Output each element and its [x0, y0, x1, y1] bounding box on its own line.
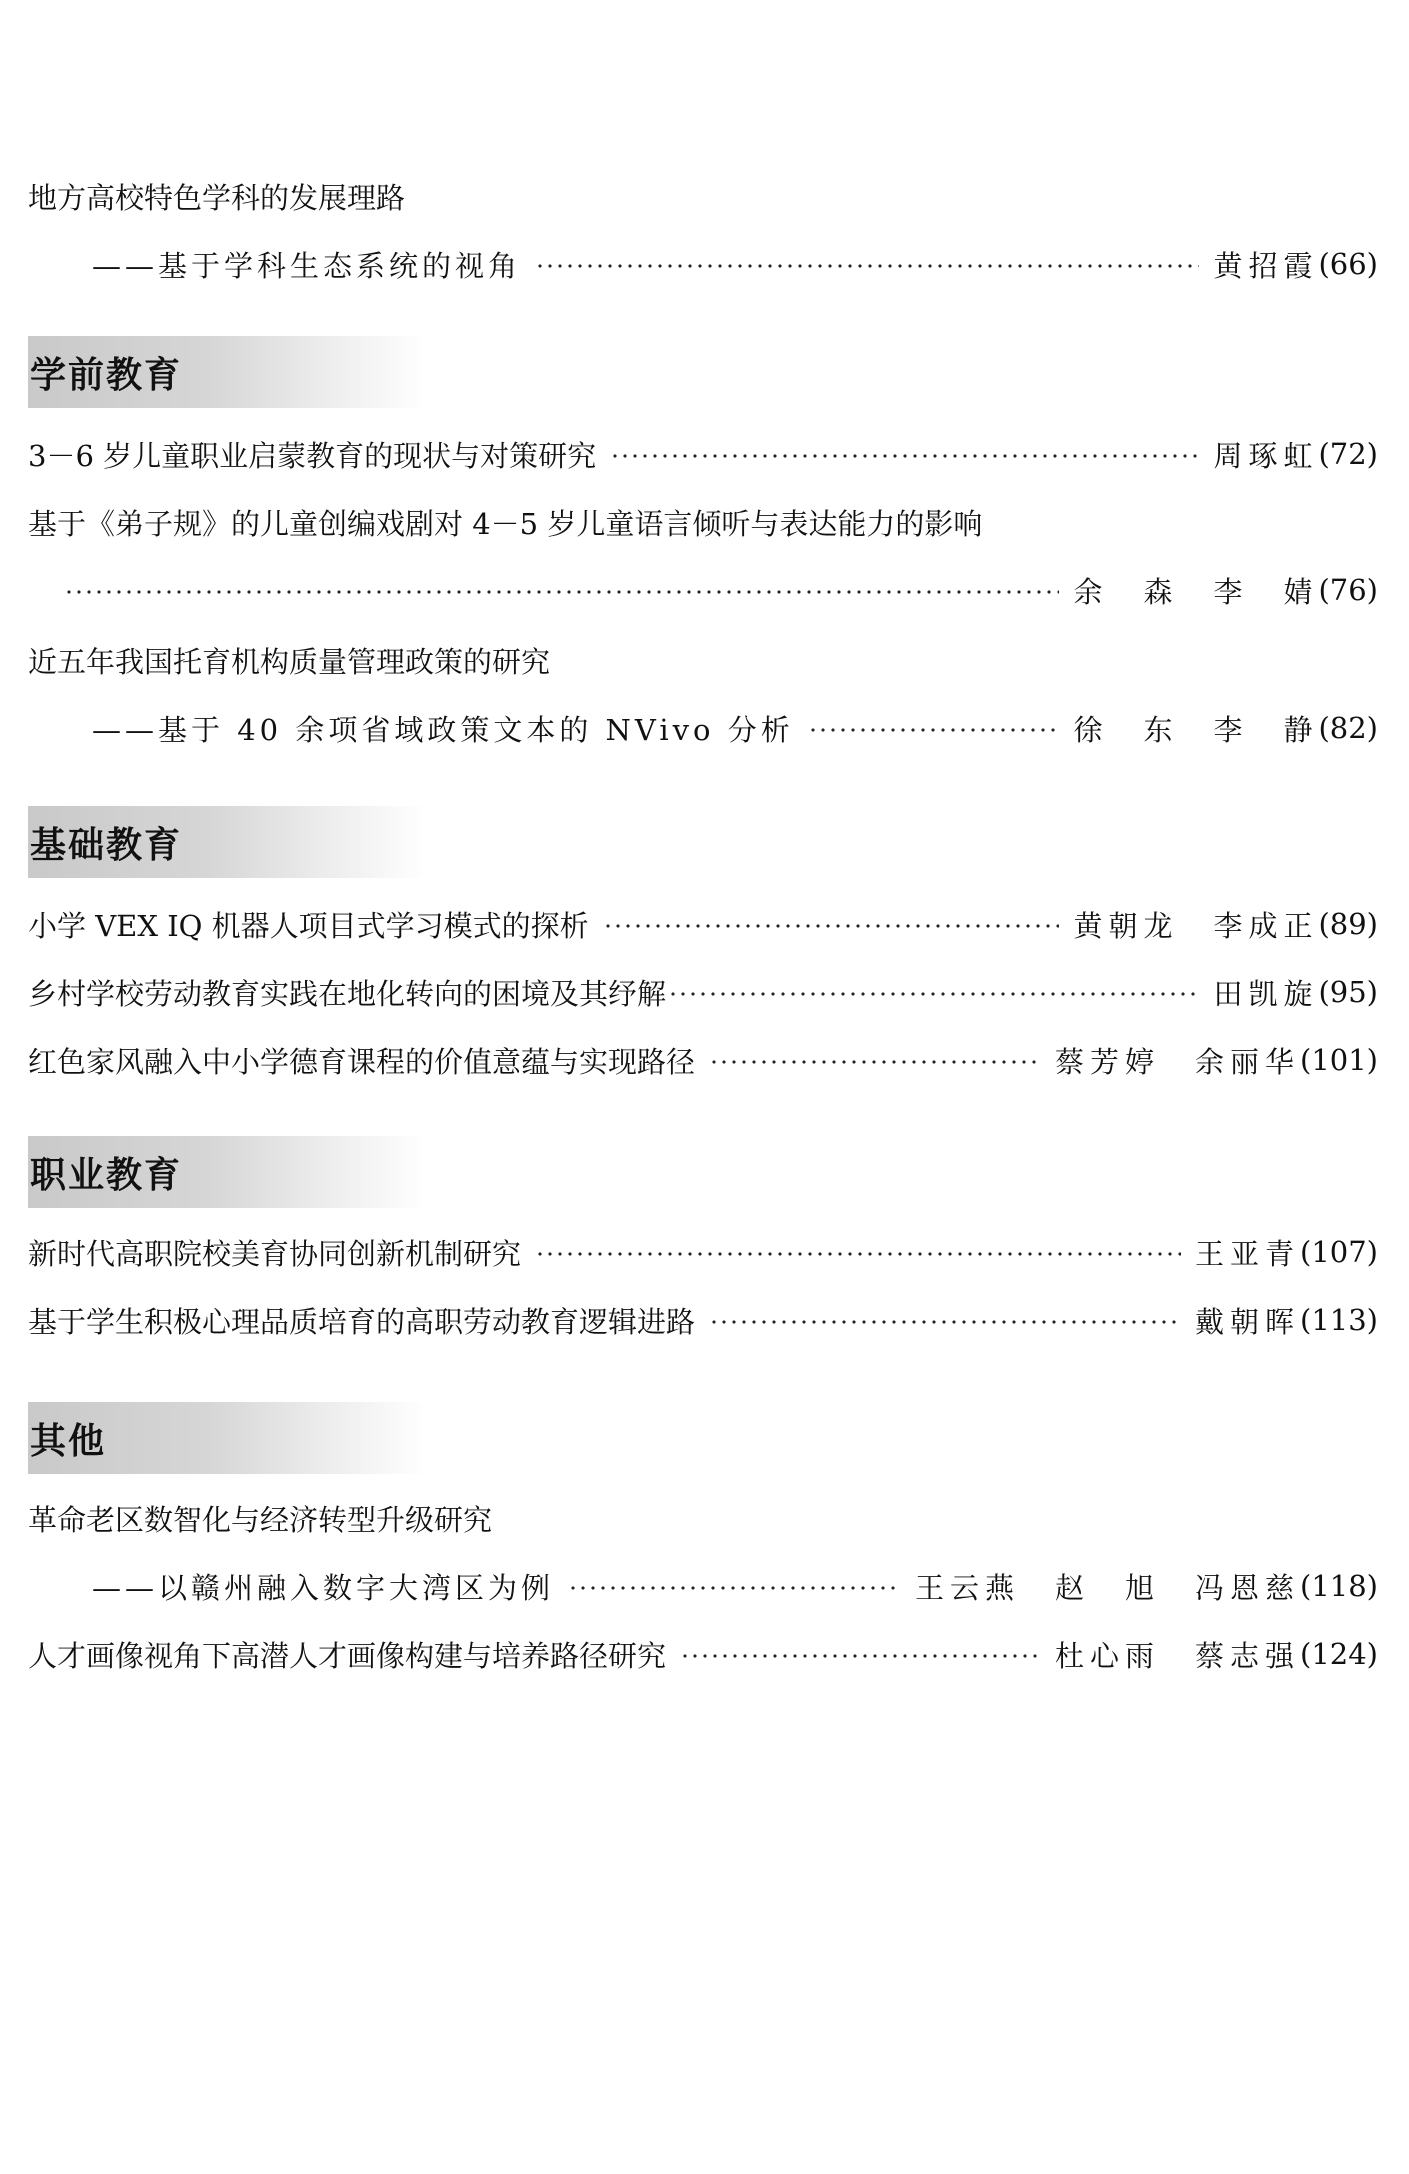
entry-page-number: (66) [1318, 247, 1378, 281]
entry-title: 3－6 岁儿童职业启蒙教育的现状与对策研究 [28, 438, 597, 473]
entry-leader-line [28, 556, 1378, 624]
section-title: 职业教育 [30, 1154, 183, 1196]
entry-title-line [28, 1218, 1378, 1286]
entry-page-number: (113) [1300, 1303, 1378, 1337]
entry-author: 黄朝龙 李成正 [1073, 908, 1319, 943]
entry-title: 基于学生积极心理品质培育的高职劳动教育逻辑进路 [28, 1304, 696, 1339]
entry-subtitle: ——基于学科生态系统的视角 [92, 248, 522, 283]
dot-leader [808, 728, 1060, 732]
toc-entry[interactable] [28, 1620, 1378, 1688]
entry-title: 新时代高职院校美育协同创新机制研究 [28, 1236, 522, 1271]
section-title: 基础教育 [30, 824, 183, 866]
dot-leader [709, 1060, 1041, 1064]
entry-title-line [28, 958, 1378, 1026]
entry-subtitle: ——基于 40 余项省域政策文本的 NVivo 分析 [92, 712, 794, 747]
section-header [28, 1136, 428, 1208]
entry-page-number: (89) [1318, 907, 1378, 941]
toc-entry[interactable] [28, 626, 1378, 762]
dot-leader [64, 590, 1059, 594]
section-header [28, 336, 428, 408]
entry-author: 杜心雨 蔡志强 [1055, 1638, 1301, 1673]
entry-title-line [28, 626, 1378, 694]
entry-author: 王亚青 [1195, 1236, 1301, 1271]
entry-author: 余 森 李 婧 [1073, 574, 1319, 609]
entry-title: 人才画像视角下高潜人才画像构建与培养路径研究 [28, 1638, 667, 1673]
toc-entry[interactable] [28, 1286, 1378, 1354]
dot-leader [568, 1586, 901, 1590]
entry-title: 小学 VEX IQ 机器人项目式学习模式的探析 [28, 908, 589, 943]
dot-leader [610, 454, 1199, 458]
entry-title: 近五年我国托育机构质量管理政策的研究 [28, 644, 551, 679]
entry-author: 徐 东 李 静 [1073, 712, 1319, 747]
entry-title: 革命老区数智化与经济转型升级研究 [28, 1502, 493, 1537]
toc-entry[interactable] [28, 1484, 1378, 1620]
entry-title-line [28, 162, 1378, 230]
toc-entry[interactable] [28, 488, 1378, 624]
entry-page-number: (95) [1318, 975, 1378, 1009]
section-header [28, 1402, 428, 1474]
entry-title-line [28, 1286, 1378, 1354]
entry-title-line [28, 1620, 1378, 1688]
entry-title: 乡村学校劳动教育实践在地化转向的困境及其纾解 [28, 976, 667, 1011]
section-header [28, 806, 428, 878]
toc-entry[interactable] [28, 162, 1378, 298]
entry-title-line [28, 890, 1378, 958]
dot-leader [680, 1654, 1041, 1658]
entry-title-line [28, 420, 1378, 488]
toc-entry[interactable] [28, 958, 1378, 1026]
entry-page-number: (107) [1300, 1235, 1378, 1269]
entry-page-number: (124) [1300, 1637, 1378, 1671]
entry-author: 黄招霞 [1213, 248, 1319, 283]
section-title: 其他 [30, 1420, 107, 1462]
entry-title: 地方高校特色学科的发展理路 [28, 180, 406, 215]
entry-title-line [28, 1484, 1378, 1552]
entry-page-number: (72) [1318, 437, 1378, 471]
entry-subtitle: ——以赣州融入数字大湾区为例 [92, 1570, 555, 1605]
entry-subtitle-line [28, 694, 1378, 762]
entry-subtitle-line [28, 1552, 1378, 1620]
entry-page-number: (101) [1300, 1043, 1378, 1077]
entry-title-line [28, 1026, 1378, 1094]
dot-leader [709, 1320, 1181, 1324]
entry-author: 周琢虹 [1213, 438, 1319, 473]
dot-leader [535, 1252, 1181, 1256]
entry-author: 戴朝晖 [1195, 1304, 1301, 1339]
entry-page-number: (82) [1318, 711, 1378, 745]
dot-leader [535, 264, 1199, 268]
dot-leader [603, 924, 1060, 928]
dot-leader [668, 992, 1199, 996]
section-title: 学前教育 [30, 354, 183, 396]
toc-entry[interactable] [28, 420, 1378, 488]
entry-author: 蔡芳婷 余丽华 [1055, 1044, 1301, 1079]
entry-title: 基于《弟子规》的儿童创编戏剧对 4－5 岁儿童语言倾听与表达能力的影响 [28, 506, 983, 541]
toc-entry[interactable] [28, 1218, 1378, 1286]
entry-page-number: (118) [1300, 1569, 1378, 1603]
entry-title-line [28, 488, 1378, 556]
entry-author: 田凯旋 [1213, 976, 1319, 1011]
toc-entry[interactable] [28, 890, 1378, 958]
entry-title: 红色家风融入中小学德育课程的价值意蕴与实现路径 [28, 1044, 696, 1079]
entry-author: 王云燕 赵 旭 冯恩慈 [915, 1570, 1301, 1605]
toc-entry[interactable] [28, 1026, 1378, 1094]
entry-subtitle-line [28, 230, 1378, 298]
entry-page-number: (76) [1318, 573, 1378, 607]
